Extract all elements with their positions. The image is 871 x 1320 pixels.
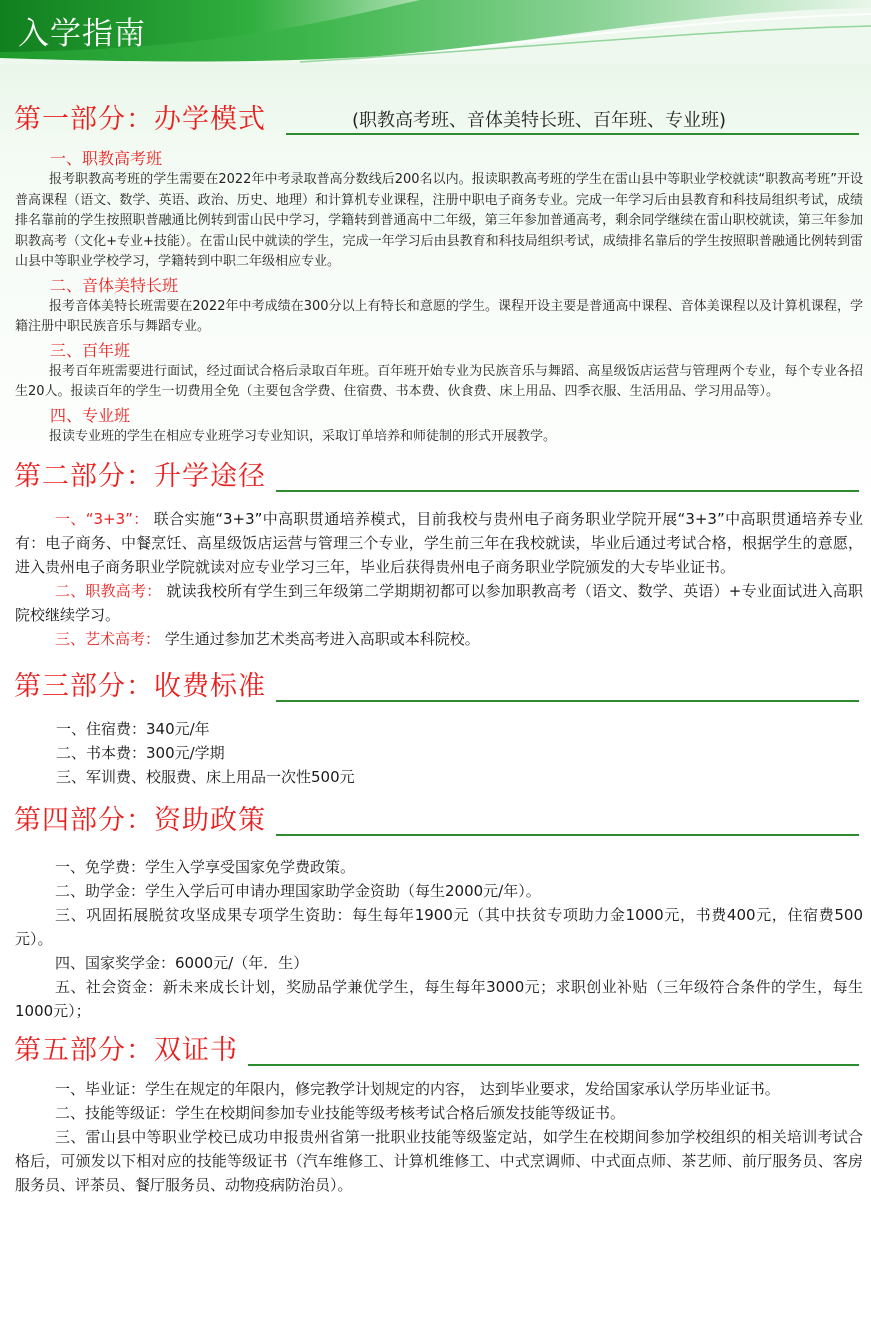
part2-item2 (0, 579, 871, 627)
part1-section2-text: 报考音体美特长班需要在2022年中考成绩在300分以上有特长和意愿的学生。课程开设主要是普通高中课程、音体美课程以及计算机课程，学籍注册中职民族音乐与舞蹈专业。 (15, 298, 863, 334)
part1-title: 第一部分：办学模式 (14, 104, 266, 135)
part5-underline (248, 1064, 859, 1066)
part5-heading (14, 1027, 859, 1071)
part1-section3-heading: 三、百年班 (50, 340, 131, 360)
part3-underline (276, 700, 859, 702)
part1-section3-text: 报考百年班需要进行面试，经过面试合格后录取百年班。百年班开始专业为民族音乐与舞蹈、高星级饭店运营与管理两个专业，每个专业各招生20人。报读百年的学生一切费用全免（主要包含学费、住宿费、书本费、伙食费、床上用品、四季衣服、生活用品、学习用品等）。 (15, 363, 863, 399)
part2-heading (14, 453, 859, 497)
part4-item3: 三、巩固拓展脱贫攻坚成果专项学生资助：每生每年1900元（其中扶贫专项助力金1000元，书费400元，住宿费500元）。 (15, 906, 863, 948)
part2-item3-text: 学生通过参加艺术类高考进入高职或本科院校。 (164, 630, 480, 648)
part1-section4-heading: 四、专业班 (50, 405, 131, 425)
part2-underline (276, 490, 859, 492)
part4-item4: 四、国家奖学金：6000元/（年．生） (55, 954, 309, 972)
part3-item3: 三、军训费、校服费、床上用品一次性500元 (56, 768, 355, 786)
part1-section1-text: 报考职教高考班的学生需要在2022年中考录取普高分数线后200名以内。报读职教高考班的学生在雷山县中等职业学校就读“职教高考班”开设普高课程（语文、数学、英语、政治、历史、地理）和计算机专业课程，注册中职电子商务专业。完成一年学习后由县教育和科技局组织考试，成绩排名靠前的学生按照职普融通比例转到雷山民中学习，学籍转到普通高中二年级，第三年参加普通高考，剩余同学继续在雷山职校就读，第三年参加职教高考（文化+专业+技能）。在雷山民中就读的学生，完成一年学习后由县教育和科技局组织考试，成绩排名靠后的学生按照职普融通比例转到雷山县中等职业学校学习，学籍转到中职二年级相应专业。 (15, 172, 863, 269)
part2-title: 第二部分：升学途径 (14, 461, 266, 492)
part3-title: 第三部分：收费标准 (14, 671, 266, 702)
part1-heading (14, 96, 859, 140)
header-banner (0, 0, 871, 64)
part1-section1-heading: 一、职教高考班 (50, 149, 163, 168)
part2-item1-text: 联合实施“3+3”中高职贯通培养模式，目前我校与贵州电子商务职业学院开展“3+3”中高职贯通培养专业有：电子商务、中餐烹饪、高星级饭店运营与管理三个专业，学生前三年在我校就读，毕业后通过考试合格，根据学生的意愿，进入贵州电子商务职业学院就读对应专业学习三年，毕业后获得贵州电子商务职业学院颁发的大专毕业证书。 (15, 510, 863, 576)
part4-underline (276, 834, 859, 836)
part2-item2-text: 就读我校所有学生到三年级第二学期期初都可以参加职教高考（语文、数学、英语）+专业面试进入高职院校继续学习。 (15, 582, 863, 624)
part4-item5: 五、社会资金：新未来成长计划，奖励品学兼优学生，每生每年3000元；求职创业补贴（三年级符合条件的学生，每生1000元）； (15, 978, 863, 1020)
part2-item1-label: 一、“3+3”： (55, 510, 149, 528)
part5-item2: 二、技能等级证：学生在校期间参加专业技能等级考核考试合格后颁发技能等级证书。 (55, 1104, 626, 1122)
part3-item1: 一、住宿费：340元/年 (56, 720, 210, 738)
part2-item2-label: 二、职教高考： (55, 582, 162, 600)
part4-heading (14, 797, 859, 841)
part3-item2: 二、书本费：300元/学期 (56, 744, 225, 762)
part5-title: 第五部分：双证书 (14, 1035, 238, 1066)
part1-section2-heading: 二、音体美特长班 (50, 275, 179, 295)
part2-item3 (0, 627, 871, 651)
part5-item3: 三、雷山县中等职业学校已成功申报贵州省第一批职业技能等级鉴定站，如学生在校期间参加学校组织的相关培训考试合格后，可颁发以下相对应的技能等级证书（汽车维修工、计算机维修工、中式烹调师、中式面点师、茶艺师、前厅服务员、客房服务员、评茶员、餐厅服务员、动物疫病防治员）。 (15, 1128, 863, 1194)
part3-heading (14, 663, 859, 707)
part4-title: 第四部分：资助政策 (14, 805, 266, 836)
part4-item2: 二、助学金：学生入学后可申请办理国家助学金资助（每生2000元/年）。 (55, 882, 541, 900)
banner-title: 入学指南 (18, 16, 146, 52)
part1-note: (职教高考班、音体美特长班、百年班、专业班) (352, 110, 727, 131)
part1-section4-text: 报读专业班的学生在相应专业班学习专业知识，采取订单培养和师徒制的形式开展教学。 (49, 428, 557, 444)
main-content (0, 96, 871, 1197)
part5-item1: 一、毕业证：学生在规定的年限内，修完教学计划规定的内容， 达到毕业要求，发给国家承认学历毕业证书。 (55, 1080, 780, 1098)
part2-item3-label: 三、艺术高考： (55, 630, 161, 648)
part1-underline (286, 133, 859, 135)
part4-item1: 一、免学费：学生入学享受国家免学费政策。 (55, 858, 356, 876)
part2-item1 (0, 507, 871, 579)
